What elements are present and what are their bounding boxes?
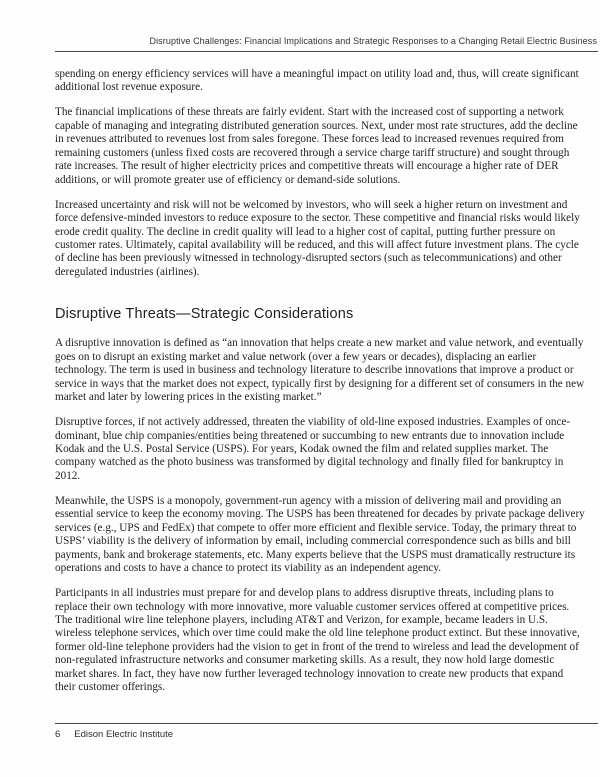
paragraph-investor-risk: Increased uncertainty and risk will not be welcomed by investors, who will seek a higher return on investment and force defensive-minded investors to reduce exposure to the sector. These competitive and financial risks would likely erode credit quality. The decline in credit quality will lead to a higher cost of capital, putting further pressure on customer rates. Ultimately, capital availability will be reduced, and this will affect future investment plans. The cycle of decline has been previously witnessed in technology-disrupted sectors (such as telecommunications) and other deregulated industries (airlines). <box>55 198 580 278</box>
page-body <box>55 68 586 706</box>
paragraph-disruptive-innovation-definition: A disruptive innovation is defined as “an innovation that helps create a new market and value network, and eventually goes on to disrupt an existing market and value network (over a few years or decades), displacing an earlier technology. The term is used in business and technology literature to describe innovations that improve a product or service in ways that the market does not expect, typically first by designing for a different set of consumers in the new market and later by lowering prices in the existing market.” <box>55 337 585 404</box>
running-header-title: Disruptive Challenges: Financial Implications and Strategic Responses to a Changing Retail Electric Business <box>149 36 597 46</box>
footer-divider-rule <box>55 723 598 724</box>
page-footer <box>55 729 173 740</box>
paragraph-kodak-usps: Disruptive forces, if not actively addressed, threaten the viability of old-line exposed industries. Examples of once-dominant, blue chip companies/entities being threatened or succumbing to new entrants due to innovation include Kodak and the U.S. Postal Service (USPS). For years, Kodak owned the film and related supplies market. The company watched as the photo business was transformed by digital technology and finally filed for bankruptcy in 2012. <box>55 416 571 482</box>
paragraph-financial-implications: The financial implications of these threats are fairly evident. Start with the increased cost of supporting a network capable of managing and integrating distributed generation sources. Next, under most rate structures, add the decline in revenues attributed to revenues lost from sales foregone. These forces lead to increased revenues required from remaining customers (unless fixed costs are recovered through a service charge tariff structure) and sought through rate increases. The result of higher electricity prices and competitive threats will encourage a higher rate of DER additions, or will promote greater use of efficiency or demand-side solutions. <box>55 106 578 186</box>
paragraph-usps-monopoly: Meanwhile, the USPS is a monopoly, government-run agency with a mission of delivering mail and providing an essential service to keep the economy moving. The USPS has been threatened for decades by private package delivery services (e.g., UPS and FedEx) that compete to offer more efficient and flexible service. Today, the primary threat to USPS’ viability is the delivery of information by email, including commercial correspondence such as bills and bill payments, bank and brokerage statements, etc. Many experts believe that the USPS must dramatically restructure its operations and costs to have a chance to protect its viability as an independent agency. <box>55 494 585 575</box>
publisher-name: Edison Electric Institute <box>74 729 174 740</box>
header-divider-rule <box>55 51 598 52</box>
page-number: 6 <box>55 729 61 740</box>
section-heading-disruptive-threats: Disruptive Threats—Strategic Considerations <box>55 306 354 323</box>
paragraph-telephone-industry: Participants in all industries must prepare for and develop plans to address disruptive threats, including plans to replace their own technology with more innovative, more valuable customer services offered at competitive prices. The traditional wire line telephone players, including AT&T and Verizon, for example, became leaders in U.S. wireless telephone services, which over time could make the old line telephone product extinct. But these innovative, former old-line telephone providers had the vision to get in front of the trend to wireless and lead the development of non-regulated infrastructure networks and consumer marketing skills. As a result, they now hold large domestic market shares. In fact, they have now further leveraged technology innovation to create new products that expand their customer offerings. <box>55 587 580 694</box>
paragraph-lost-revenue: spending on energy efficiency services will have a meaningful impact on utility load and, thus, will create significant additional lost revenue exposure. <box>55 68 579 94</box>
